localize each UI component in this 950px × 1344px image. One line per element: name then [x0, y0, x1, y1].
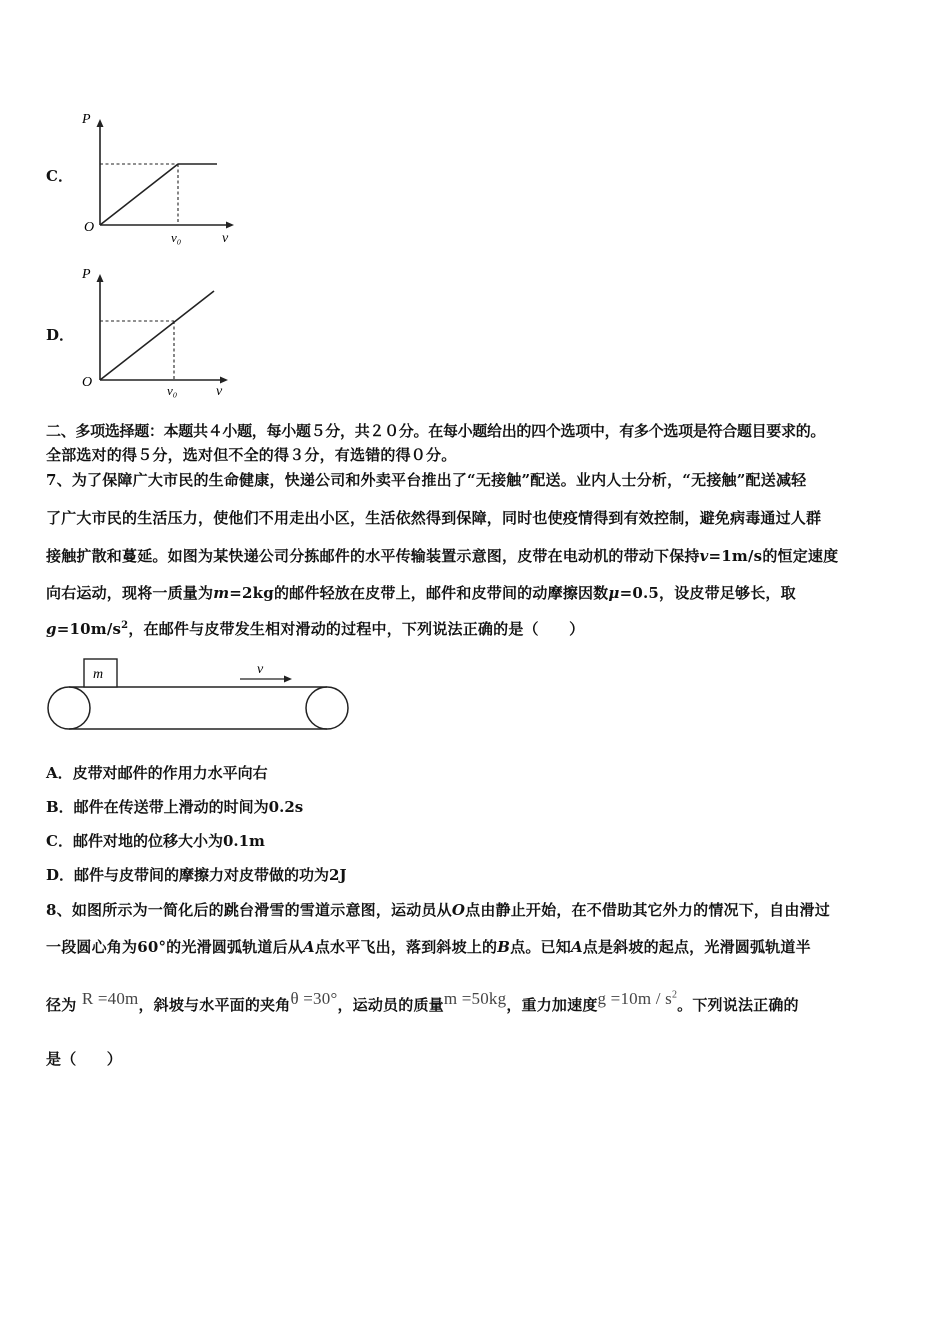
q8-math-m: m =50kg: [443, 989, 507, 1008]
q7-option-d: D．邮件与皮带间的摩擦力对皮带做的功为2J: [46, 866, 347, 884]
graph-c-y-label: P: [82, 112, 91, 127]
q7-line4-text-b: =2kg的邮件轻放在皮带上，邮件和皮带间的动摩擦因数: [229, 584, 609, 602]
q8-line3-text-e: 。下列说法正确的: [677, 996, 799, 1014]
graph-c-y-arrow: [97, 119, 104, 127]
q7-line3-text-a: 接触扩散和蔓延。如图为某快递公司分拣邮件的水平传输装置示意图，皮带在电动机的带动下保持: [46, 547, 700, 565]
mail-mass-label: m: [93, 667, 104, 682]
q7-line5-sup: 2: [121, 620, 129, 631]
graph-d-tick: v₀: [167, 383, 178, 398]
velocity-arrow-head: [284, 676, 292, 683]
q8-line3-text-c: ，运动员的质量: [337, 996, 444, 1014]
graph-d-origin: O: [82, 375, 93, 390]
q7-option-a: A．皮带对邮件的作用力水平向右: [46, 764, 268, 782]
q8-line3-text-b: ，斜坡与水平面的夹角: [138, 996, 291, 1014]
q8-math-g-sup: 2: [671, 989, 678, 1001]
q8-math-g: [598, 989, 678, 1008]
q7-var-mu: μ: [608, 584, 620, 602]
q8-line2-text-d: 点是斜坡的起点，光滑圆弧轨道半: [582, 938, 811, 956]
q7-option-c: C．邮件对地的位移大小为0.1m: [46, 832, 265, 850]
q7-var-v: v: [699, 547, 709, 565]
graph-c-origin: O: [84, 220, 95, 235]
q7-var-m: m: [213, 584, 230, 602]
graph-c-curve-rise: [100, 164, 178, 225]
graph-d-y-label: P: [82, 267, 91, 282]
q7-line2: 了广大市民的生活压力，使他们不用走出小区，生活依然得到保障，同时也使疫情得到有效控制，避免病毒通过人群: [46, 509, 822, 527]
left-pulley: [48, 687, 90, 729]
q8-line3: [46, 989, 799, 1015]
q8-var-o: O: [451, 901, 466, 919]
q8-line2-text-c: 点。已知: [510, 938, 571, 956]
q8-line3-text-d: ，重力加速度: [506, 996, 598, 1014]
q8-line1-text-b: 点由静止开始，在不借助其它外力的情况下，自由滑过: [465, 901, 830, 919]
q7-line4: [46, 582, 796, 603]
q7-var-g: g: [46, 620, 57, 638]
q8-line2-text-b: 点水平飞出，落到斜坡上的: [314, 938, 498, 956]
graph-c-x-arrow: [226, 222, 234, 229]
q8-math-g-body: g =10m / s: [597, 989, 672, 1008]
q8-var-a: A: [302, 938, 315, 956]
graph-d-y-arrow: [97, 274, 104, 282]
q8-line2: [46, 936, 811, 957]
right-pulley: [306, 687, 348, 729]
q7-line1: 7、为了保障广大市民的生命健康，快递公司和外卖平台推出了“无接触”配送。业内人士分析，“无接触”配送减轻: [46, 471, 807, 489]
graph-d-line: [100, 291, 214, 380]
graph-c-x-label: v: [222, 231, 229, 245]
q8-line2-text-a: 一段圆心角为60°的光滑圆弧轨道后从: [46, 938, 303, 956]
q8-math-r: R =40m: [81, 989, 139, 1008]
graph-d-x-label: v: [216, 384, 223, 399]
graph-d-x-arrow: [220, 377, 228, 384]
conveyor-figure: [40, 654, 360, 740]
q7-line3: [46, 545, 838, 566]
q7-option-b: B．邮件在传送带上滑动的时间为0.2s: [46, 798, 304, 816]
q7-line4-text-c: =0.5，设皮带足够长，取: [619, 584, 796, 602]
q7-line3-text-b: =1m/s的恒定速度: [708, 547, 839, 565]
q8-var-a2: A: [570, 938, 583, 956]
q7-line4-text-a: 向右运动，现将一质量为: [46, 584, 214, 602]
q8-line4: 是（ ）: [46, 1050, 123, 1068]
section2-line2: 全部选对的得５分，选对但不全的得３分，有选错的得０分。: [46, 446, 457, 464]
option-d-label: D．: [46, 326, 75, 344]
q8-math-theta: θ =30°: [290, 989, 338, 1008]
q7-line5: [46, 618, 584, 639]
velocity-label: v: [257, 662, 264, 677]
graph-d: [76, 262, 246, 402]
section2-line1: 二、多项选择题：本题共４小题，每小题５分，共２０分。在每小题给出的四个选项中，有多个选项是符合题目要求的。: [46, 422, 826, 440]
q8-line1: [46, 899, 830, 920]
graph-c: [76, 105, 246, 245]
q7-line5-text-a: =10m/s: [56, 620, 122, 638]
q8-var-b: B: [497, 938, 511, 956]
q7-line5-text-b: ，在邮件与皮带发生相对滑动的过程中，下列说法正确的是（ ）: [128, 620, 585, 638]
graph-c-tick: v₀: [171, 230, 182, 245]
q8-line3-text-a: 径为: [46, 996, 77, 1014]
option-c-label: C．: [46, 167, 73, 185]
q8-line1-text-a: 8、如图所示为一简化后的跳台滑雪的雪道示意图，运动员从: [46, 901, 452, 919]
